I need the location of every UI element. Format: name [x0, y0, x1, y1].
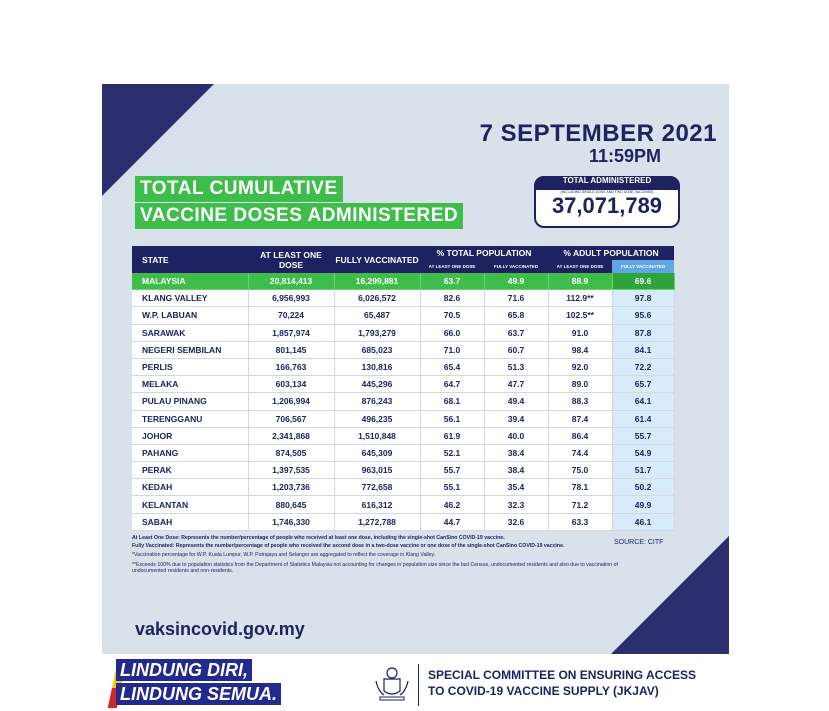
committee-line-2: TO COVID-19 VACCINE SUPPLY (JKJAV): [428, 684, 659, 698]
value-cell: 685,023: [334, 341, 420, 358]
value-cell: 1,206,994: [248, 393, 334, 410]
value-cell: 46.2: [420, 496, 484, 513]
subheader-total-one-dose: AT LEAST ONE DOSE: [420, 260, 484, 273]
divider: [418, 664, 419, 706]
report-time: 11:59PM: [588, 146, 661, 166]
value-cell: 55.7: [612, 427, 674, 444]
table-row: [132, 393, 674, 410]
value-cell: 64.1: [612, 393, 674, 410]
value-cell: 772,658: [334, 479, 420, 496]
state-cell: JOHOR: [132, 427, 248, 444]
footnotes: [132, 535, 652, 576]
vaccination-table: [132, 246, 675, 531]
value-cell: 87.4: [548, 410, 612, 427]
state-cell: KELANTAN: [132, 496, 248, 513]
value-cell: 40.0: [484, 427, 548, 444]
header-at-least-one-dose: AT LEAST ONE DOSE: [248, 246, 334, 273]
total-administered-sublabel: (INCLUDING SINGLE DOSE AND TWO DOSE VACCINES): [560, 190, 654, 194]
value-cell: 2,341,868: [248, 427, 334, 444]
value-cell: 112.9**: [548, 290, 612, 307]
value-cell: 78.1: [548, 479, 612, 496]
value-cell: 1,793,279: [334, 324, 420, 341]
value-cell: 47.7: [484, 376, 548, 393]
state-cell: TERENGGANU: [132, 410, 248, 427]
value-cell: 95.6: [612, 307, 674, 324]
value-cell: 71.6: [484, 290, 548, 307]
slogan-line-1: LINDUNG DIRI,: [116, 659, 252, 681]
committee-name: [428, 667, 696, 699]
value-cell: 706,567: [248, 410, 334, 427]
state-cell: SABAH: [132, 513, 248, 530]
value-cell: 49.9: [612, 496, 674, 513]
value-cell: 35.4: [484, 479, 548, 496]
table-row: [132, 479, 674, 496]
value-cell: 6,026,572: [334, 290, 420, 307]
value-cell: 65,487: [334, 307, 420, 324]
header-pct-total-population: % TOTAL POPULATION: [420, 246, 548, 260]
state-cell: PAHANG: [132, 444, 248, 461]
value-cell: 874,505: [248, 444, 334, 461]
value-cell: 880,645: [248, 496, 334, 513]
value-cell: 70.5: [420, 307, 484, 324]
value-cell: 55.7: [420, 462, 484, 479]
header-state: STATE: [132, 246, 248, 273]
value-cell: 65.4: [420, 358, 484, 375]
total-administered-value: 37,071,789: [551, 193, 663, 218]
state-cell: NEGERI SEMBILAN: [132, 341, 248, 358]
table-row: [132, 290, 674, 307]
title-line-2: VACCINE DOSES ADMINISTERED: [135, 203, 463, 229]
state-cell: MALAYSIA: [132, 273, 248, 290]
subheader-total-fully: FULLY VACCINATED: [484, 260, 548, 273]
state-cell: MELAKA: [132, 376, 248, 393]
table-row: [132, 341, 674, 358]
value-cell: 32.6: [484, 513, 548, 530]
value-cell: 66.0: [420, 324, 484, 341]
table-row: [132, 273, 674, 290]
report-date: 7 SEPTEMBER 2021: [479, 120, 717, 147]
value-cell: 496,235: [334, 410, 420, 427]
value-cell: 1,203,736: [248, 479, 334, 496]
subheader-adult-fully: FULLY VACCINATED: [612, 260, 674, 273]
value-cell: 51.3: [484, 358, 548, 375]
value-cell: 71.0: [420, 341, 484, 358]
value-cell: 92.0: [548, 358, 612, 375]
total-administered-box: [534, 176, 680, 228]
value-cell: 645,309: [334, 444, 420, 461]
value-cell: 16,299,881: [334, 273, 420, 290]
table-row: [132, 410, 674, 427]
website-link[interactable]: vaksincovid.gov.my: [135, 619, 305, 639]
header-fully-vaccinated: FULLY VACCINATED: [334, 246, 420, 273]
state-cell: W.P. LABUAN: [132, 307, 248, 324]
subheader-adult-one-dose: AT LEAST ONE DOSE: [548, 260, 612, 273]
value-cell: 616,312: [334, 496, 420, 513]
infographic-card: [102, 84, 729, 654]
value-cell: 97.8: [612, 290, 674, 307]
value-cell: 49.4: [484, 393, 548, 410]
value-cell: 61.4: [612, 410, 674, 427]
table-row: [132, 324, 674, 341]
value-cell: 68.1: [420, 393, 484, 410]
state-cell: PERAK: [132, 462, 248, 479]
value-cell: 87.8: [612, 324, 674, 341]
value-cell: 39.4: [484, 410, 548, 427]
note-exceeds-100: **Exceeds 100% due to population statistics from the Department of Statistics Malaysia not accounting for changes in population size since the last Census, undocumented residents and also due to vaccination of undocumented residents and non-residents.: [132, 561, 618, 574]
table-row: [132, 496, 674, 513]
slogan-line-2: LINDUNG SEMUA.: [116, 683, 281, 705]
table-row: [132, 513, 674, 530]
value-cell: 44.7: [420, 513, 484, 530]
value-cell: 6,956,993: [248, 290, 334, 307]
value-cell: 89.0: [548, 376, 612, 393]
state-cell: KEDAH: [132, 479, 248, 496]
value-cell: 65.7: [612, 376, 674, 393]
value-cell: 876,243: [334, 393, 420, 410]
value-cell: 63.3: [548, 513, 612, 530]
value-cell: 20,814,413: [248, 273, 334, 290]
table-row: [132, 376, 674, 393]
state-cell: KLANG VALLEY: [132, 290, 248, 307]
state-cell: PULAU PINANG: [132, 393, 248, 410]
value-cell: 1,397,535: [248, 462, 334, 479]
value-cell: 102.5**: [548, 307, 612, 324]
value-cell: 54.9: [612, 444, 674, 461]
value-cell: 70,224: [248, 307, 334, 324]
value-cell: 82.6: [420, 290, 484, 307]
value-cell: 84.1: [612, 341, 674, 358]
value-cell: 38.4: [484, 462, 548, 479]
value-cell: 63.7: [420, 273, 484, 290]
committee-line-1: SPECIAL COMMITTEE ON ENSURING ACCESS: [428, 668, 697, 682]
value-cell: 98.4: [548, 341, 612, 358]
value-cell: 52.1: [420, 444, 484, 461]
value-cell: 65.8: [484, 307, 548, 324]
value-cell: 445,296: [334, 376, 420, 393]
table-row: [132, 307, 674, 324]
value-cell: 49.9: [484, 273, 548, 290]
value-cell: 72.2: [612, 358, 674, 375]
value-cell: 63.7: [484, 324, 548, 341]
value-cell: 1,272,788: [334, 513, 420, 530]
value-cell: 69.6: [612, 273, 674, 290]
value-cell: 88.3: [548, 393, 612, 410]
value-cell: 61.9: [420, 427, 484, 444]
value-cell: 88.9: [548, 273, 612, 290]
value-cell: 166,763: [248, 358, 334, 375]
value-cell: 46.1: [612, 513, 674, 530]
source-label: SOURCE: CITF: [614, 539, 664, 546]
title-line-1: TOTAL CUMULATIVE: [135, 176, 343, 202]
value-cell: 1,857,974: [248, 324, 334, 341]
value-cell: 801,145: [248, 341, 334, 358]
value-cell: 38.4: [484, 444, 548, 461]
value-cell: 86.4: [548, 427, 612, 444]
value-cell: 50.2: [612, 479, 674, 496]
value-cell: 603,134: [248, 376, 334, 393]
value-cell: 1,746,330: [248, 513, 334, 530]
lindung-logo: [116, 657, 291, 707]
value-cell: 32.3: [484, 496, 548, 513]
value-cell: 60.7: [484, 341, 548, 358]
value-cell: 130,816: [334, 358, 420, 375]
note-klang-valley: *Vaccination percentage for W.P. Kuala Lumpur, W.P. Putrajaya and Selangor are aggregated to reflect the coverage in Klang Valley.: [132, 552, 436, 558]
value-cell: 963,015: [334, 462, 420, 479]
table-body: [132, 273, 674, 530]
note-at-least-one-dose: At Least One Dose: Represents the number/percentage of people who received at least one dose, including the single-shot CanSino COVID-19 vaccine.: [132, 535, 505, 541]
table-row: [132, 427, 674, 444]
value-cell: 91.0: [548, 324, 612, 341]
state-cell: PERLIS: [132, 358, 248, 375]
table-row: [132, 358, 674, 375]
state-cell: SARAWAK: [132, 324, 248, 341]
header-pct-adult-population: % ADULT POPULATION: [548, 246, 674, 260]
table-row: [132, 444, 674, 461]
note-fully-vaccinated: Fully Vaccinated: Represents the number/percentage of people who received the second dose in a two-dose vaccine or one dose of the single-shot CanSino COVID-19 vaccine.: [132, 542, 565, 549]
coat-of-arms-icon: [372, 663, 412, 703]
table-row: [132, 462, 674, 479]
value-cell: 71.2: [548, 496, 612, 513]
value-cell: 64.7: [420, 376, 484, 393]
total-administered-label: TOTAL ADMINISTERED: [534, 176, 680, 190]
value-cell: 56.1: [420, 410, 484, 427]
table-header-row: [132, 246, 674, 260]
value-cell: 55.1: [420, 479, 484, 496]
value-cell: 51.7: [612, 462, 674, 479]
value-cell: 75.0: [548, 462, 612, 479]
value-cell: 1,510,848: [334, 427, 420, 444]
value-cell: 74.4: [548, 444, 612, 461]
